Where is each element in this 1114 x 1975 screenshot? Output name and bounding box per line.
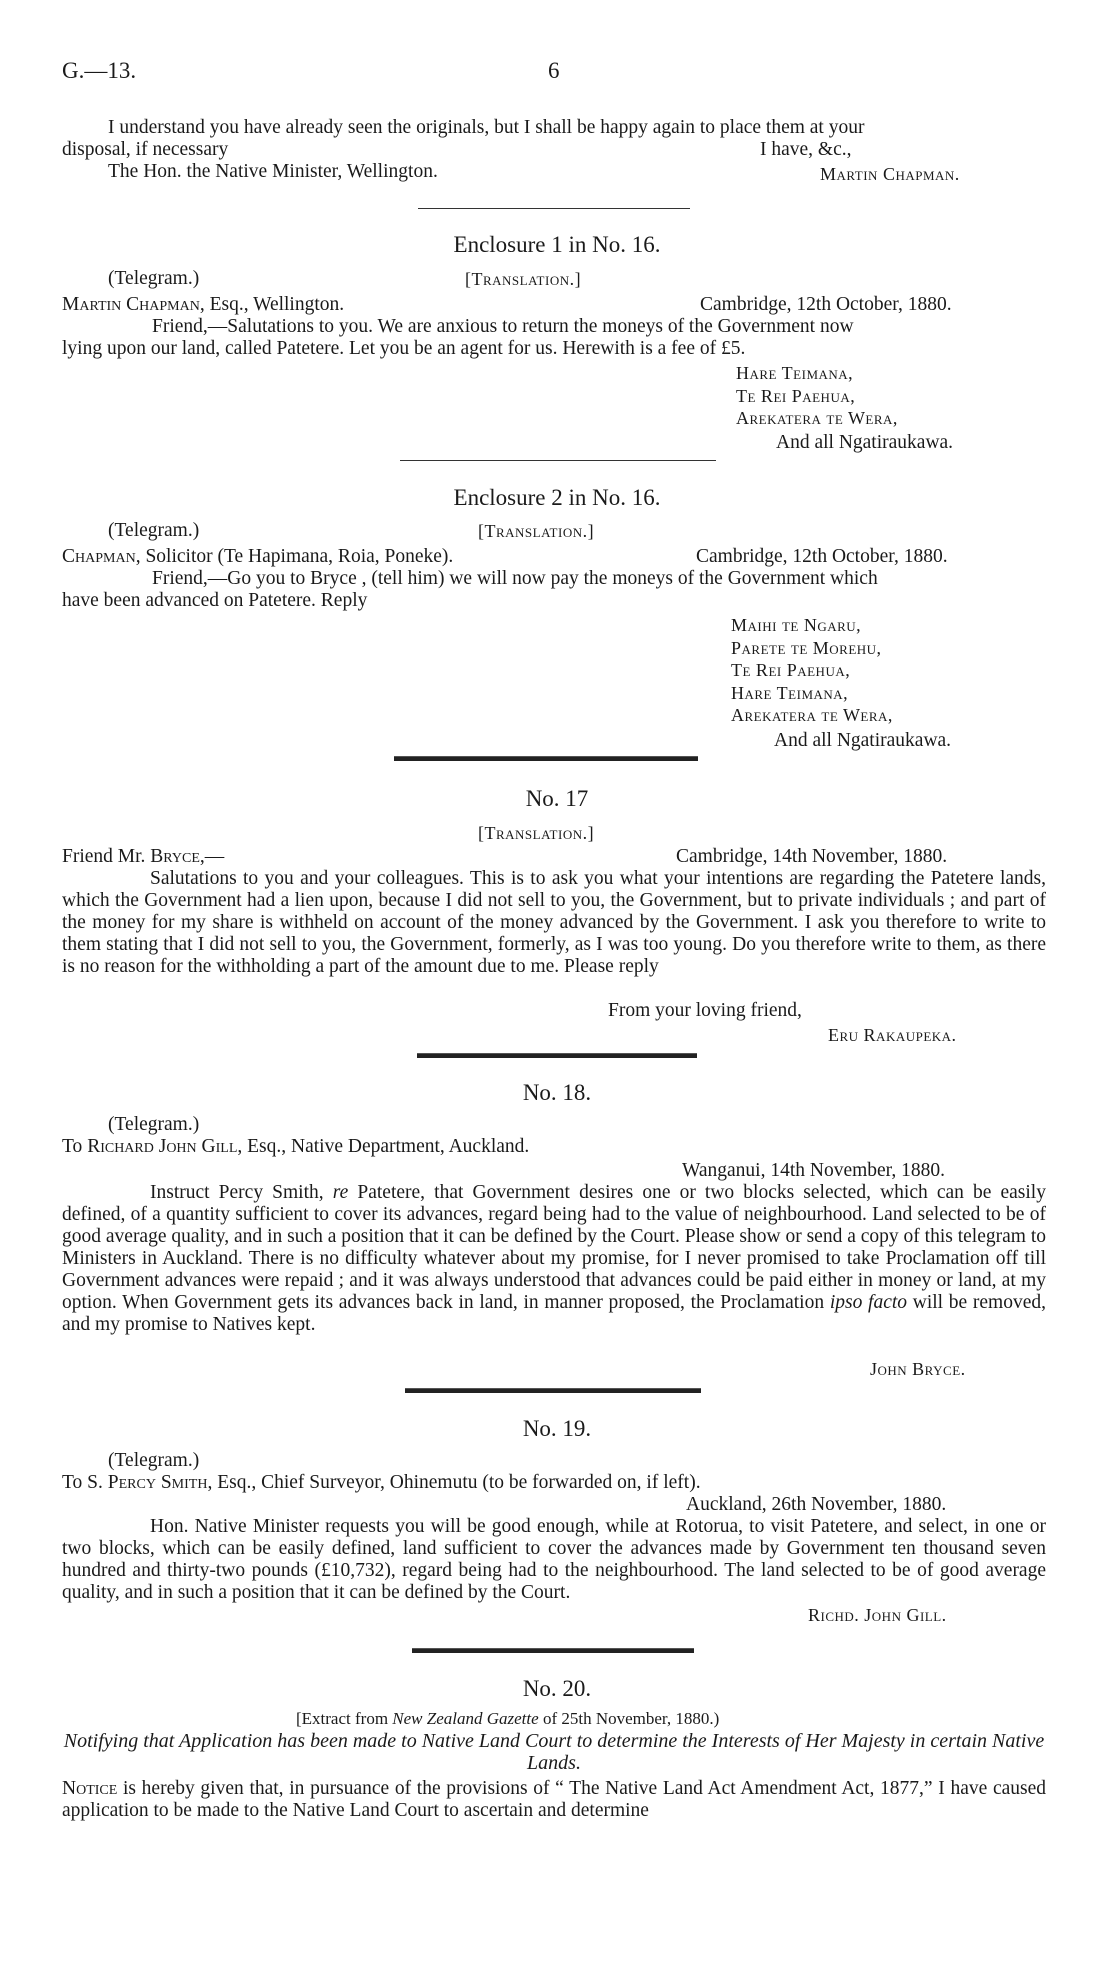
enc2-place-date: Cambridge, 12th October, 1880. bbox=[696, 546, 948, 567]
intro-line-2: disposal, if necessary bbox=[62, 139, 229, 160]
section-rule bbox=[405, 1388, 701, 1393]
addressee-name: Percy Smith bbox=[107, 1472, 208, 1493]
salutation-name: Bryce bbox=[150, 846, 200, 867]
intro-closing: I have, &c., bbox=[760, 139, 852, 160]
signatory-name: Te Rei Paehua, bbox=[731, 660, 851, 680]
no18-place-date: Wanganui, 14th November, 1880. bbox=[682, 1160, 946, 1181]
no20-notice-text: Notice is hereby given that, in pursuance of the provisions of “ The Native Land Act Amendment Act, 1877,” I have caused application to be made to the Native Land Court to ascertain and determine bbox=[62, 1778, 1046, 1821]
signatory-name: Parete te Morehu, bbox=[731, 637, 882, 658]
enc2-and-all: And all Ngatiraukawa. bbox=[774, 730, 952, 751]
signatory-name: Arekatera te Wera, bbox=[731, 705, 893, 725]
no18-body bbox=[62, 1182, 1046, 1336]
enc1-and-all: And all Ngatiraukawa. bbox=[776, 432, 954, 453]
no18-addressee bbox=[62, 1136, 529, 1158]
no17-translation-label: [Translation.] bbox=[478, 823, 595, 843]
enc1-signatories bbox=[736, 362, 898, 430]
no19-telegram-label: (Telegram.) bbox=[108, 1450, 200, 1471]
salutation-dash: ,— bbox=[199, 846, 225, 867]
enc2-body-line-1: Friend,—Go you to Bryce , (tell him) we will now pay the moneys of the Government which bbox=[152, 568, 878, 589]
addressee-prefix: To bbox=[62, 1136, 88, 1157]
enc2-addressee bbox=[62, 546, 453, 568]
page-reference: G.—13. bbox=[62, 58, 137, 83]
divider-rule bbox=[418, 208, 690, 209]
enc1-place-date: Cambridge, 12th October, 1880. bbox=[700, 294, 952, 315]
no17-body-text: Salutations to you and your colleagues. This is to ask you what your intentions are regarding the Patetere lands, which the Government had a lien upon, because I did not sell to you, the Government, but to private individuals ; and part of the money for my share is withheld on account of the money advanced by the Government. I ask you therefore to write to them stating that I did not sell to you, the Government, formerly, as I was too young. Do you therefore write to them, as there is no reason for the withholding a part of the amount due to me. Please reply bbox=[62, 868, 1046, 977]
enc2-addressee-rest: , Solicitor (Te Hapimana, Roia, Poneke). bbox=[135, 546, 454, 567]
no20-extract-line: [Extract from New Zealand Gazette of 25th November, 1880.) bbox=[296, 1709, 720, 1728]
enc1-addressee-name: Martin Chapman bbox=[62, 294, 200, 315]
signatory-name: Hare Teimana, bbox=[731, 682, 849, 703]
no20-notice bbox=[62, 1778, 1046, 1822]
no19-heading: No. 19. bbox=[522, 1416, 592, 1441]
signatory-name: Maihi te Ngaru, bbox=[731, 615, 862, 635]
enclosure-2-heading: Enclosure 2 in No. 16. bbox=[453, 485, 661, 510]
signatory-name: Te Rei Paehua, bbox=[736, 385, 856, 406]
enclosure-1-heading: Enclosure 1 in No. 16. bbox=[453, 232, 661, 257]
no17-salutation bbox=[62, 846, 224, 868]
enc1-translation-label: [Translation.] bbox=[465, 269, 582, 289]
enc2-signatories bbox=[731, 614, 893, 727]
enc2-telegram-label: (Telegram.) bbox=[108, 520, 200, 541]
enc1-body-line-1: Friend,—Salutations to you. We are anxious to return the moneys of the Government now bbox=[152, 316, 854, 337]
no18-heading: No. 18. bbox=[522, 1080, 592, 1105]
no18-signature: John Bryce. bbox=[870, 1359, 966, 1379]
addressee-name: Richard John Gill bbox=[87, 1136, 238, 1157]
addressee-rest: , Esq., Chief Surveyor, Ohinemutu (to be forwarded on, if left). bbox=[207, 1472, 701, 1493]
no19-place-date: Auckland, 26th November, 1880. bbox=[686, 1494, 947, 1515]
no17-closing: From your loving friend, bbox=[608, 1000, 802, 1021]
signatory-name: Hare Teimana, bbox=[736, 363, 854, 383]
divider-rule bbox=[400, 460, 716, 461]
addressee-rest: , Esq., Native Department, Auckland. bbox=[237, 1136, 530, 1157]
no19-signature: Richd. John Gill. bbox=[808, 1605, 947, 1625]
no20-notifying bbox=[62, 1730, 1046, 1774]
enc1-addressee-rest: , Esq., Wellington. bbox=[199, 294, 345, 315]
section-rule bbox=[412, 1648, 694, 1653]
salutation-prefix: Friend Mr. bbox=[62, 846, 151, 867]
no20-notifying-text: Notifying that Application has been made to Native Land Court to determine the Interests of Her Majesty in certain Native Lands. bbox=[63, 1730, 1045, 1774]
no19-addressee bbox=[62, 1472, 701, 1494]
intro-line-1: I understand you have already seen the originals, but I shall be happy again to place them at your bbox=[108, 117, 865, 138]
enc2-body-line-2: have been advanced on Patetere. Reply bbox=[62, 590, 368, 611]
intro-addressee: The Hon. the Native Minister, Wellington. bbox=[108, 161, 438, 182]
no17-signature: Eru Rakaupeka. bbox=[828, 1025, 957, 1045]
section-rule bbox=[417, 1053, 697, 1058]
page-number: 6 bbox=[548, 58, 560, 83]
no19-body bbox=[62, 1516, 1046, 1604]
no17-heading: No. 17 bbox=[525, 786, 589, 811]
section-rule bbox=[394, 756, 698, 761]
signatory-name: Arekatera te Wera, bbox=[736, 408, 898, 428]
intro-signature: Martin Chapman. bbox=[820, 164, 960, 184]
no18-telegram-label: (Telegram.) bbox=[108, 1114, 200, 1135]
enc1-body-line-2: lying upon our land, called Patetere. Let you be an agent for us. Herewith is a fee of £5. bbox=[62, 338, 746, 359]
no18-body-text: Instruct Percy Smith, re Patetere, that Government desires one or two blocks selected, which can be easily defined, of a quantity sufficient to cover its advances, regard being had to the value of neighbourhood. Land selected to be of good average quality, and in such a position that it can be defined by the Court. Please show or send a copy of this telegram to Ministers in Auckland. There is no difficulty whatever about my promise, for I never promised to take Proclamation off till Government advances were repaid ; and it was always understood that advances could be paid either in money or land, at my option. When Government gets its advances back in land, in manner proposed, the Proclamation ipso facto will be removed, and my promise to Natives kept. bbox=[62, 1182, 1047, 1335]
enc2-translation-label: [Translation.] bbox=[478, 521, 595, 541]
enc1-telegram-label: (Telegram.) bbox=[108, 268, 200, 289]
addressee-prefix: To S. bbox=[62, 1472, 108, 1493]
no19-body-text: Hon. Native Minister requests you will be good enough, while at Rotorua, to visit Patetere, and select, in one or two blocks, which can be easily defined, land sufficient to cover the advances made by Government ten thousand seven hundred and thirty-two pounds (£10,732), regard being had to the neighbourhood. The land selected to be of good average quality, and in such a position that it can be defined by the Court. bbox=[62, 1516, 1046, 1603]
enc2-addressee-name: Chapman bbox=[62, 546, 136, 567]
no17-body bbox=[62, 868, 1046, 978]
no20-heading: No. 20. bbox=[522, 1676, 592, 1701]
no17-place-date: Cambridge, 14th November, 1880. bbox=[676, 846, 948, 867]
enc1-addressee bbox=[62, 294, 344, 316]
